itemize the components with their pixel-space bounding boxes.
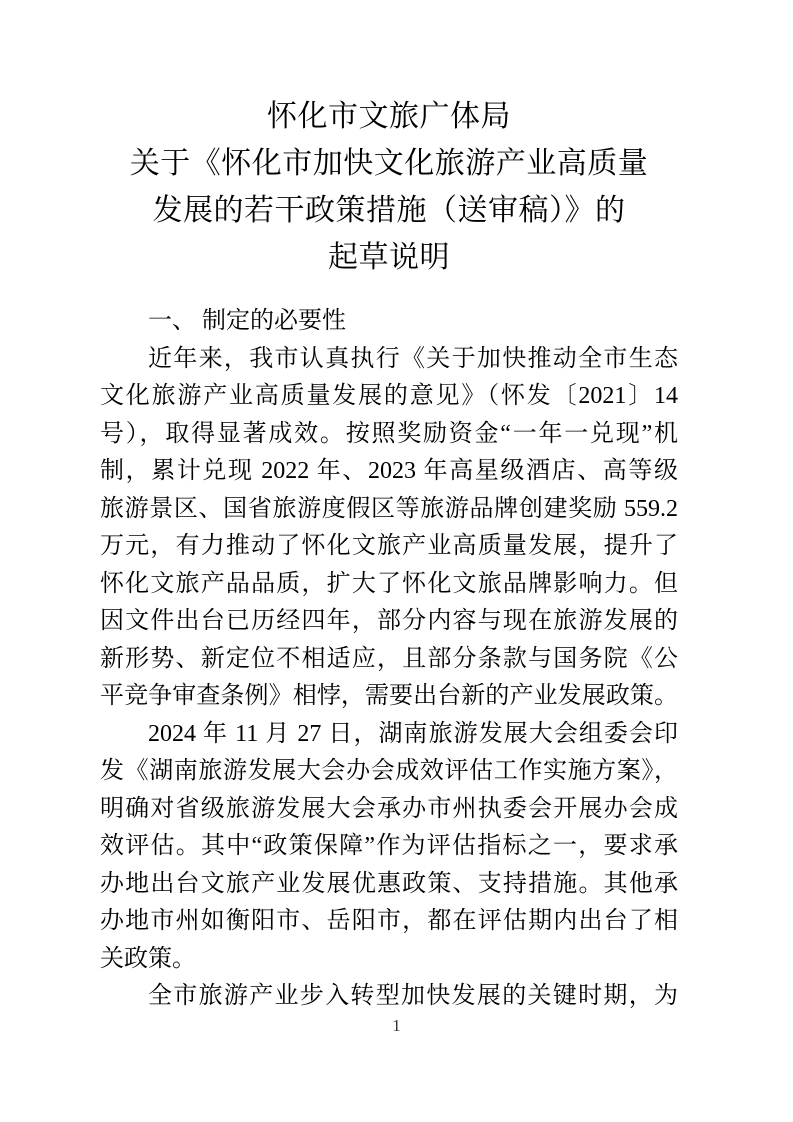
page-footer: [0, 1016, 793, 1036]
body-text-line: 一、 制定的必要性: [148, 308, 346, 334]
body-text-line: 制，累计兑现 2022 年、2023 年高星级酒店、高等级: [100, 458, 678, 484]
body-text-line: 发《湖南旅游发展大会办会成效评估工作实施方案》，: [100, 758, 678, 784]
document-title-line: 起草说明: [328, 241, 450, 274]
document-title-line: 关于《怀化市加快文化旅游产业高质量: [129, 147, 649, 180]
document-body: [100, 303, 678, 1016]
page-number: 1: [392, 1016, 401, 1035]
body-text-line: 办地出台文旅产业发展优惠政策、支持措施。其他承: [100, 870, 678, 897]
body-text-line: 怀化文旅产品品质，扩大了怀化文旅品牌影响力。但: [100, 570, 678, 597]
body-text-line: 号），取得显著成效。按照奖励资金“一年一兑现”机: [100, 420, 678, 447]
body-text-line: 效评估。其中“政策保障”作为评估指标之一，要求承: [100, 833, 678, 859]
body-text-line: 办地市州如衡阳市、岳阳市，都在评估期内出台了相: [100, 908, 678, 934]
body-text-line: 平竞争审查条例》相悖，需要出台新的产业发展政策。: [100, 683, 678, 709]
body-text-line: 旅游景区、国省旅游度假区等旅游品牌创建奖励 559.2: [100, 495, 678, 522]
body-text-line: 近年来，我市认真执行《关于加快推动全市生态: [148, 345, 678, 372]
document-title-line: 怀化市文旅广体局: [267, 100, 511, 133]
body-text-line: 文化旅游产业高质量发展的意见》（怀发〔2021〕14: [100, 383, 678, 409]
document-title: [100, 93, 678, 281]
body-text-line: 明确对省级旅游发展大会承办市州执委会开展办会成: [100, 795, 678, 822]
body-text-line: 关政策。: [100, 945, 196, 972]
document-title-line: 发展的若干政策措施（送审稿）》的: [152, 194, 626, 227]
body-text-line: 万元，有力推动了怀化文旅产业高质量发展，提升了: [100, 533, 678, 559]
body-text-line: 2024 年 11 月 27 日，湖南旅游发展大会组委会印: [148, 720, 678, 747]
body-text-line: 因文件出台已历经四年，部分内容与现在旅游发展的: [100, 608, 678, 634]
body-text-line: 新形势、新定位不相适应，且部分条款与国务院《公: [100, 645, 678, 672]
body-text-line: 全市旅游产业步入转型加快发展的关键时期，为: [148, 983, 678, 1009]
